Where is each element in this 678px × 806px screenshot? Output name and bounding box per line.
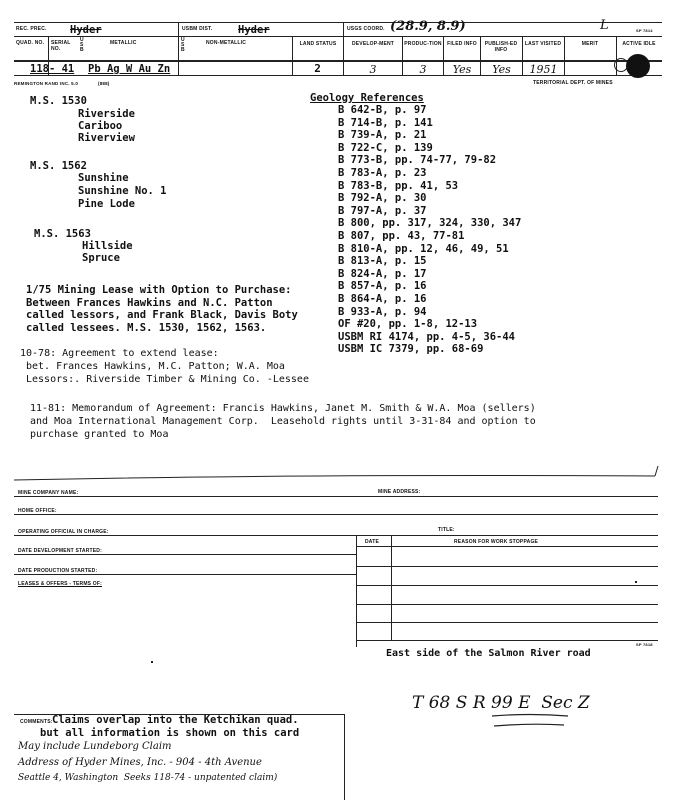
card-edge-line bbox=[0, 462, 678, 492]
claim-name: Sunshine bbox=[78, 172, 129, 184]
geology-ref-line: B 813-A, p. 15 bbox=[338, 255, 427, 268]
township-range-section: T 68 S R 99 E Sec Z bbox=[412, 693, 590, 713]
divider bbox=[344, 714, 345, 800]
col-last-visited-header: LAST VISITED bbox=[524, 41, 562, 47]
dot-mark bbox=[151, 661, 153, 663]
divider bbox=[356, 640, 658, 641]
geology-ref-line: B 800, pp. 317, 324, 330, 347 bbox=[338, 217, 522, 230]
geology-ref-line: B 783-A, p. 23 bbox=[338, 167, 427, 179]
memo-line: purchase granted to Moa bbox=[30, 429, 169, 440]
usgs-coord-value: (28.9, 8.9) bbox=[390, 19, 466, 34]
divider bbox=[14, 496, 658, 497]
ms-number: M.S. 1562 bbox=[30, 160, 87, 172]
lease-line: Lessors:. Riverside Timber & Mining Co. -Lessee bbox=[26, 374, 309, 385]
divider bbox=[391, 535, 392, 640]
geology-title: Geology References bbox=[310, 92, 424, 104]
lease-line: called lessors, and Frank Black, Davis Boty bbox=[26, 309, 298, 321]
geology-ref-line: B 792-A, p. 30 bbox=[338, 192, 427, 205]
geology-ref-line: B 773-B, pp. 74-77, 79-82 bbox=[338, 154, 497, 167]
usgs-coord-label: USGS COORD. bbox=[347, 26, 385, 32]
land-status-value: 2 bbox=[314, 62, 321, 75]
usbm-dist-label: USBM DIST. bbox=[182, 26, 213, 32]
divider bbox=[14, 554, 356, 555]
memo-line: and Moa International Management Corp. Leasehold rights until 3-31-84 and option to bbox=[30, 416, 536, 427]
title-label: TITLE: bbox=[438, 527, 455, 533]
col-quad-header: QUAD. NO. bbox=[16, 40, 45, 46]
divider bbox=[14, 574, 356, 575]
claim-name: Riverview bbox=[78, 132, 135, 144]
geology-ref-line: B 783-B, pp. 41, 53 bbox=[338, 179, 459, 192]
divider bbox=[14, 535, 658, 536]
quad-serial-value: 118- 41 bbox=[30, 63, 75, 75]
ms-number: M.S. 1530 bbox=[30, 95, 87, 107]
operating-official-label: OPERATING OFFICIAL IN CHARGE: bbox=[18, 529, 109, 535]
last-visited-value: 1951 bbox=[529, 63, 558, 76]
back-form-number: SP 7818 bbox=[636, 642, 653, 647]
claim-name: Sunshine No. 1 bbox=[78, 185, 167, 197]
divider bbox=[14, 75, 662, 76]
rec-prec-label: REC. PREC. bbox=[16, 26, 47, 32]
geology-ref-line: B 857-A, p. 16 bbox=[338, 280, 427, 293]
published-value: Yes bbox=[492, 63, 511, 76]
comments-typed-line: Claims overlap into the Ketchikan quad. bbox=[52, 714, 299, 726]
divider bbox=[356, 604, 658, 605]
lease-line: 10-78: Agreement to extend lease: bbox=[20, 348, 219, 359]
divider bbox=[14, 22, 662, 23]
card-letter: L bbox=[600, 18, 609, 33]
divider bbox=[178, 22, 179, 75]
date-col-label: DATE bbox=[365, 539, 380, 545]
mine-company-label: MINE COMPANY NAME: bbox=[18, 490, 79, 496]
geology-ref-line: B 722-C, p. 139 bbox=[338, 141, 433, 154]
col-active-header: ACTIVE IDLE bbox=[622, 41, 656, 47]
lease-line: called lessees. M.S. 1530, 1562, 1563. bbox=[26, 322, 267, 334]
col-serial-header: SERIAL NO. bbox=[51, 40, 71, 52]
lease-line: 1/75 Mining Lease with Option to Purchase: bbox=[26, 284, 292, 296]
col-land-status-header: LAND STATUS bbox=[299, 41, 337, 47]
claim-name: Cariboo bbox=[78, 120, 123, 132]
home-office-label: HOME OFFICE: bbox=[18, 508, 57, 514]
form-number: SP 7814 bbox=[636, 28, 653, 33]
reason-col-label: REASON FOR WORK STOPPAGE bbox=[454, 539, 539, 545]
printer-mark: REMINGTON RAND INC. 5.0 bbox=[14, 81, 79, 86]
active-dot-icon bbox=[626, 54, 650, 78]
col-published-header: PUBLISH-ED INFO bbox=[484, 41, 518, 53]
township-underline bbox=[490, 712, 570, 732]
col-metallic-header: METALLIC bbox=[110, 40, 137, 46]
handwritten-note: Seattle 4, Washington Seeks 118-74 - unpatented claim) bbox=[18, 773, 278, 783]
divider bbox=[564, 36, 565, 75]
metallic-value: Pb Ag W Au Zn bbox=[88, 63, 171, 75]
date-prod-label: DATE PRODUCTION STARTED: bbox=[18, 568, 98, 574]
handwritten-note: Address of Hyder Mines, Inc. - 904 - 4th Avenue bbox=[18, 757, 262, 768]
divider bbox=[14, 514, 658, 515]
geology-ref-line: B 714-B, p. 141 bbox=[338, 116, 433, 129]
divider bbox=[356, 585, 658, 586]
territorial-mark: TERRITORIAL DEPT. OF MINES bbox=[533, 80, 613, 86]
production-value: 3 bbox=[419, 63, 427, 76]
divider bbox=[356, 622, 658, 623]
memo-line: 11-81: Memorandum of Agreement: Francis Hawkins, Janet M. Smith & W.A. Moa (sellers) bbox=[30, 403, 536, 414]
divider bbox=[356, 546, 658, 547]
lease-line: Between Frances Hawkins and N.C. Patton bbox=[26, 297, 273, 309]
comments-label: COMMENTS: bbox=[20, 719, 53, 725]
filed-value: Yes bbox=[452, 63, 472, 76]
mine-address-label: MINE ADDRESS: bbox=[378, 489, 421, 495]
usb-letters: U S B bbox=[80, 37, 84, 53]
geology-ref-line: USBM IC 7379, pp. 68-69 bbox=[338, 343, 484, 356]
col-nonmetallic-header: NON-METALLIC bbox=[206, 40, 247, 46]
printer-code: (888) bbox=[98, 81, 110, 86]
claim-name: Pine Lode bbox=[78, 198, 135, 210]
claim-name: Spruce bbox=[82, 252, 120, 264]
geology-ref-line: B 642-B, p. 97 bbox=[338, 104, 427, 116]
claim-name: Riverside bbox=[78, 108, 135, 120]
location-text: East side of the Salmon River road bbox=[386, 648, 591, 659]
divider bbox=[356, 535, 357, 647]
geology-ref-line: USBM RI 4174, pp. 4-5, 36-44 bbox=[338, 330, 516, 343]
date-dev-label: DATE DEVELOPMENT STARTED: bbox=[18, 548, 102, 554]
lease-line: bet. Frances Hawkins, M.C. Patton; W.A. Moa bbox=[26, 361, 285, 372]
rec-prec-value: Hyder bbox=[70, 24, 102, 36]
handwritten-note: May include Lundeborg Claim bbox=[18, 741, 172, 752]
ms-number: M.S. 1563 bbox=[34, 228, 91, 240]
col-merit-header: MERIT bbox=[581, 41, 599, 47]
geology-ref-line: B 824-A, p. 17 bbox=[338, 267, 427, 280]
develop-value: 3 bbox=[369, 63, 377, 76]
claim-name: Hillside bbox=[82, 240, 133, 252]
leases-label: LEASES & OFFERS - TERMS OF: bbox=[18, 581, 103, 587]
col-filed-header: FILED INFO bbox=[447, 41, 477, 47]
divider bbox=[356, 566, 658, 567]
comments-typed-line: but all information is shown on this card bbox=[40, 727, 300, 739]
col-develop-header: DEVELOP-MENT bbox=[351, 41, 395, 47]
dot-mark bbox=[635, 581, 637, 583]
geology-ref-line: B 807, pp. 43, 77-81 bbox=[338, 230, 465, 242]
col-production-header: PRODUC-TION bbox=[404, 41, 442, 47]
geology-ref-line: B 933-A, p. 94 bbox=[338, 305, 427, 318]
usb-letters-2: U S B bbox=[181, 37, 185, 53]
geology-ref-line: B 864-A, p. 16 bbox=[338, 293, 427, 305]
geology-ref-line: OF #20, pp. 1-8, 12-13 bbox=[338, 318, 478, 331]
geology-ref-line: B 810-A, pp. 12, 46, 49, 51 bbox=[338, 242, 509, 255]
geology-ref-line: B 739-A, p. 21 bbox=[338, 129, 427, 142]
geology-ref-line: B 797-A, p. 37 bbox=[338, 204, 427, 217]
usbm-dist-value: Hyder bbox=[238, 24, 270, 36]
